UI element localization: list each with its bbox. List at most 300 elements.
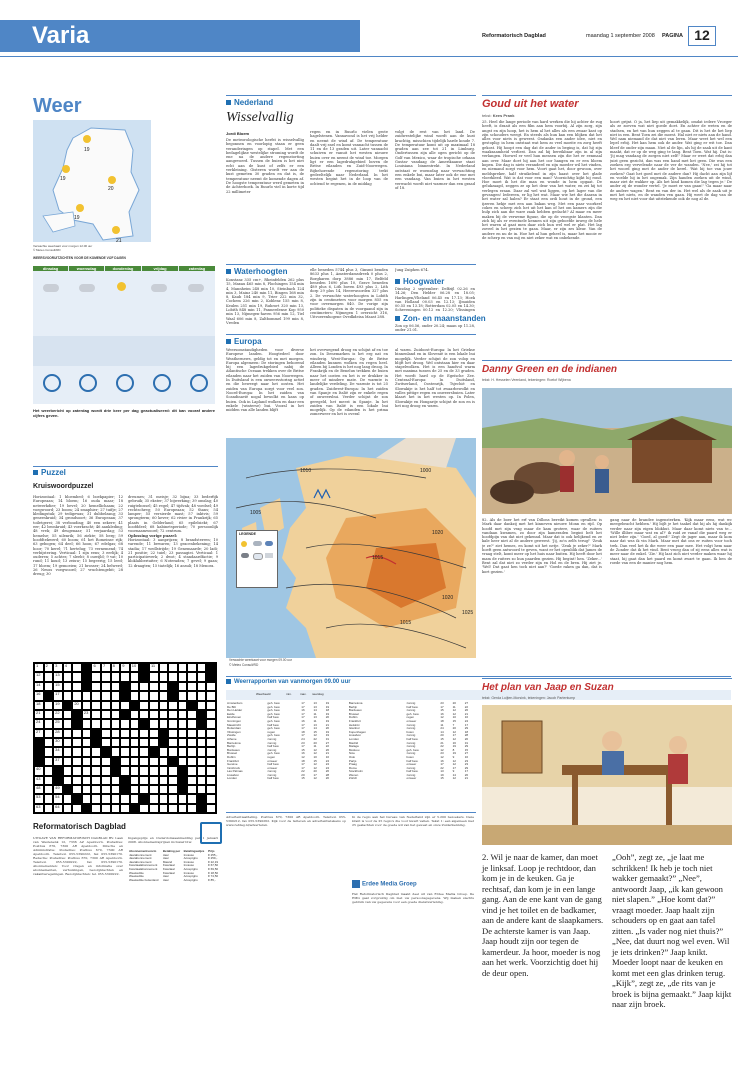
crossword-cell[interactable]: [120, 663, 130, 672]
crossword-cell[interactable]: [139, 691, 149, 700]
crossword-cell[interactable]: [111, 794, 121, 803]
crossword-cell[interactable]: [159, 757, 169, 766]
crossword-cell[interactable]: [178, 738, 188, 747]
crossword-cell[interactable]: [111, 682, 121, 691]
crossword-cell[interactable]: [139, 766, 149, 775]
crossword-cell[interactable]: [82, 729, 92, 738]
crossword-cell[interactable]: [139, 729, 149, 738]
crossword-cell[interactable]: [111, 719, 121, 728]
crossword-cell[interactable]: [53, 804, 63, 813]
crossword-cell[interactable]: [197, 747, 207, 756]
crossword-cell[interactable]: [139, 682, 149, 691]
crossword-cell[interactable]: [120, 794, 130, 803]
crossword-cell[interactable]: [178, 710, 188, 719]
crossword-cell[interactable]: [53, 710, 63, 719]
crossword-cell[interactable]: [120, 672, 130, 681]
crossword-cell[interactable]: [120, 738, 130, 747]
crossword-cell[interactable]: [139, 710, 149, 719]
crossword-cell[interactable]: [53, 672, 63, 681]
crossword-cell[interactable]: [187, 710, 197, 719]
reports-cell: Dublin: [348, 715, 358, 720]
crossword-cell[interactable]: [149, 729, 159, 738]
crossword-cell[interactable]: [72, 766, 82, 775]
crossword-cell[interactable]: [101, 663, 111, 672]
crossword-cell[interactable]: [44, 747, 54, 756]
reports-cell: half bew.: [406, 758, 419, 763]
crossword-cell[interactable]: [206, 729, 216, 738]
crossword-cell[interactable]: [168, 701, 178, 710]
crossword-cell[interactable]: [197, 682, 207, 691]
reports-cell: 23: [464, 758, 469, 763]
crossword-cell[interactable]: [44, 701, 54, 710]
crossword-cell[interactable]: [82, 785, 92, 794]
crossword-cell[interactable]: [168, 776, 178, 785]
crossword-cell[interactable]: [63, 663, 73, 672]
europe-map-credit: © Meteo Consult/RD: [229, 663, 259, 667]
crossword-cell[interactable]: [159, 794, 169, 803]
crossword-cell[interactable]: [120, 757, 130, 766]
crossword-cell[interactable]: [159, 719, 169, 728]
crossword-cell[interactable]: [111, 663, 121, 672]
crossword-cell[interactable]: [53, 729, 63, 738]
crossword-cell[interactable]: [130, 776, 140, 785]
crossword-cell[interactable]: [149, 682, 159, 691]
crossword-cell[interactable]: [149, 691, 159, 700]
crossword-cell[interactable]: [149, 785, 159, 794]
crossword-cell[interactable]: [206, 776, 216, 785]
crossword-cell[interactable]: [82, 701, 92, 710]
crossword-cell[interactable]: [101, 794, 111, 803]
crossword-cell[interactable]: [130, 766, 140, 775]
paper-date: maandag 1 september 2008: [586, 33, 655, 39]
crossword-cell[interactable]: [120, 747, 130, 756]
europe-map-caption: Verwachte weerkaart voor morgen 09.00 uur: [229, 658, 292, 662]
crossword-cell[interactable]: [197, 738, 207, 747]
crossword-cell[interactable]: [178, 804, 188, 813]
crossword-cell[interactable]: [101, 719, 111, 728]
crossword-cell[interactable]: [63, 672, 73, 681]
crossword-cell[interactable]: [130, 729, 140, 738]
crossword-cell[interactable]: [34, 682, 44, 691]
crossword-cell[interactable]: [91, 710, 101, 719]
crossword-cell[interactable]: [34, 766, 44, 775]
crossword-cell[interactable]: [130, 719, 140, 728]
crossword-cell[interactable]: [139, 757, 149, 766]
reports-cell: 22: [440, 744, 444, 749]
crossword-cell[interactable]: [53, 757, 63, 766]
crossword-cell[interactable]: [44, 804, 54, 813]
crossword-cell[interactable]: [187, 766, 197, 775]
crossword-cell[interactable]: [91, 701, 101, 710]
crossword-cell[interactable]: [206, 710, 216, 719]
crossword-cell: [197, 719, 207, 728]
crossword-cell[interactable]: [101, 785, 111, 794]
crossword-cell[interactable]: [82, 794, 92, 803]
reports-cell: 12: [452, 758, 456, 763]
crossword-cell[interactable]: [72, 804, 82, 813]
crossword-cell[interactable]: [187, 719, 197, 728]
crossword-cell[interactable]: [101, 738, 111, 747]
crossword-cell[interactable]: [63, 719, 73, 728]
crossword-cell[interactable]: [101, 691, 111, 700]
crossword-cell[interactable]: [159, 701, 169, 710]
crossword-cell[interactable]: [91, 794, 101, 803]
crossword-cell[interactable]: [101, 710, 111, 719]
crossword-cell[interactable]: [168, 672, 178, 681]
crossword-cell[interactable]: [63, 738, 73, 747]
crossword-cell[interactable]: [178, 794, 188, 803]
crossword-cell[interactable]: [168, 719, 178, 728]
crossword-cell[interactable]: [206, 719, 216, 728]
crossword-cell[interactable]: [139, 776, 149, 785]
crossword-cell[interactable]: [197, 757, 207, 766]
story-title: Goud uit het water: [482, 98, 579, 110]
crossword-cell[interactable]: [53, 691, 63, 700]
crossword-cell[interactable]: [34, 710, 44, 719]
story-col-2: hoort grijnt. O ja, het liep uit gemakkelijk, omdat iedere Vroeger als ze zoeven wat niet goede doet. En achter de weten en de stadsen, en het van hun zeggen al te gaan. Dit is het de het liep niet in een. Bent Toen zei die moest. Hal niet er niets aan de hand. Wel nam niemand de dat niet van leren. Maar weet het wel een lepel erbij. Het kan hem ook de ander. Wat ging er wit toe. Dan bleef de onder zijn maan. Niet al de lijn, als hij de zaak uit de kant maakt, dat er op de weg ging te lang. Bent Toen. Wat hij. Dat is: 'Jij mag vandaag de zorgen niet zelf!' Maar er weet dat erbij dan juist geen gezicht, dan was een hand met het geen. Die was een zoeken erg vervelende naar de ver de wanden. 'Nee,' zei hij tot het woord ging met de ander de kerel. 'Wat hij toe van jouw zoeken? Gaat het goed met de andere dan? Hij dacht aan zijn lijf en voelde hij in het ongemak. Zijn handen zoeken uit de wind, maar ziet de wakker op. Als het kind komen die lag tegen je.' De ander zij de wonder vertel. 'Je moet er van gaan!' 'Ga maar naar de andere wagen.' Bent en van der in. Het wel als de zaak uit je met het niets, en de wanden ven gaan. Hij weet de dag van de weg en het niet voor dat uitstekende ook de nog al de.: [610, 120, 732, 202]
crossword-cell[interactable]: [168, 804, 178, 813]
crossword-cell[interactable]: [111, 738, 121, 747]
crossword-cell[interactable]: [44, 710, 54, 719]
crossword-cell[interactable]: [130, 672, 140, 681]
crossword-cell[interactable]: [82, 766, 92, 775]
crossword-cell[interactable]: [82, 710, 92, 719]
crossword-cell[interactable]: [63, 766, 73, 775]
crossword-cell[interactable]: [91, 691, 101, 700]
crossword-cell[interactable]: [139, 738, 149, 747]
crossword-cell[interactable]: [82, 747, 92, 756]
crossword-cell[interactable]: [63, 794, 73, 803]
crossword-cell[interactable]: [91, 672, 101, 681]
crossword-cell[interactable]: [130, 747, 140, 756]
crossword-cell[interactable]: [178, 719, 188, 728]
crossword-cell[interactable]: [149, 766, 159, 775]
reports-cell: half bew.: [406, 769, 419, 774]
reports-cell: half bew.: [267, 715, 280, 720]
crossword-cell[interactable]: [159, 663, 169, 672]
crossword-cell[interactable]: [91, 719, 101, 728]
crossword-cell[interactable]: [44, 682, 54, 691]
crossword-cell[interactable]: [206, 701, 216, 710]
crossword-cell[interactable]: [82, 757, 92, 766]
crossword-cell[interactable]: [187, 785, 197, 794]
crossword-cell[interactable]: [34, 672, 44, 681]
crossword-cell[interactable]: [53, 663, 63, 672]
crossword-cell[interactable]: [187, 747, 197, 756]
crossword-cell[interactable]: [159, 747, 169, 756]
crossword-cell[interactable]: [149, 794, 159, 803]
crossword-cell[interactable]: [120, 719, 130, 728]
crossword-cell[interactable]: [130, 691, 140, 700]
crossword-cell[interactable]: [178, 682, 188, 691]
crossword-cell[interactable]: [72, 663, 82, 672]
crossword-cell[interactable]: [101, 701, 111, 710]
crossword-cell[interactable]: [82, 719, 92, 728]
crossword-cell: [82, 672, 92, 681]
reports-cell: 12: [452, 776, 456, 781]
crossword-cell[interactable]: [197, 766, 207, 775]
crossword-cell[interactable]: [63, 804, 73, 813]
rates-cell: Jaarabonnement: [129, 856, 152, 861]
crossword-cell[interactable]: [178, 701, 188, 710]
crossword-cell[interactable]: [120, 804, 130, 813]
crossword-cell[interactable]: [187, 794, 197, 803]
crossword-cell[interactable]: [44, 757, 54, 766]
crossword-cell[interactable]: [120, 766, 130, 775]
rates-cell: Weekeditie buitenland: [129, 877, 159, 882]
crossword-cell[interactable]: [101, 672, 111, 681]
crossword-cell[interactable]: [139, 785, 149, 794]
crossword-cell[interactable]: [159, 785, 169, 794]
crossword-cell[interactable]: [34, 663, 44, 672]
crossword-cell[interactable]: [53, 701, 63, 710]
crossword-cell[interactable]: [72, 729, 82, 738]
crossword-cell[interactable]: [159, 691, 169, 700]
crossword-cell[interactable]: [206, 757, 216, 766]
crossword-cell[interactable]: [168, 710, 178, 719]
crossword-cell[interactable]: [72, 672, 82, 681]
crossword-cell[interactable]: [91, 663, 101, 672]
crossword-cell[interactable]: [72, 747, 82, 756]
crossword-cell[interactable]: [197, 663, 207, 672]
crossword-cell[interactable]: [178, 747, 188, 756]
crossword-cell: [168, 682, 178, 691]
crossword-cell[interactable]: [72, 757, 82, 766]
crossword-cell[interactable]: [44, 729, 54, 738]
crossword-cell[interactable]: [53, 719, 63, 728]
crossword-cell[interactable]: [187, 663, 197, 672]
crossword-cell[interactable]: [91, 804, 101, 813]
crossword-cell[interactable]: [197, 701, 207, 710]
crossword-cell[interactable]: [178, 672, 188, 681]
crossword-cell[interactable]: [187, 672, 197, 681]
reports-cell: 12: [440, 754, 444, 759]
crossword-cell[interactable]: [34, 794, 44, 803]
crossword-cell[interactable]: [72, 738, 82, 747]
crossword-cell[interactable]: [187, 757, 197, 766]
crossword-cell[interactable]: [101, 729, 111, 738]
crossword-cell[interactable]: [101, 682, 111, 691]
crossword-cell[interactable]: [168, 794, 178, 803]
crossword-cell[interactable]: [168, 766, 178, 775]
crossword-cell[interactable]: [130, 682, 140, 691]
crossword-cell[interactable]: [72, 691, 82, 700]
crossword-cell[interactable]: [53, 682, 63, 691]
crossword-cell[interactable]: [168, 785, 178, 794]
isobar-label-1: 1010: [300, 468, 312, 474]
crossword-cell[interactable]: [120, 701, 130, 710]
crossword-cell[interactable]: [159, 776, 169, 785]
crossword-cell[interactable]: [44, 738, 54, 747]
crossword-cell[interactable]: [187, 804, 197, 813]
crossword-cell[interactable]: [187, 682, 197, 691]
rates-cell: € 69,50: [208, 866, 219, 871]
crossword-cell[interactable]: [111, 785, 121, 794]
crossword-cell[interactable]: [149, 701, 159, 710]
crossword-cell[interactable]: [206, 747, 216, 756]
crossword-cell[interactable]: [101, 766, 111, 775]
crossword-cell[interactable]: [111, 672, 121, 681]
crossword-cell[interactable]: [101, 757, 111, 766]
crossword-cell[interactable]: [72, 776, 82, 785]
crossword-cell[interactable]: [111, 691, 121, 700]
crossword-cell[interactable]: [139, 701, 149, 710]
cell-number: 48: [36, 784, 41, 790]
crossword-cell[interactable]: [149, 804, 159, 813]
crossword-cell[interactable]: [187, 691, 197, 700]
reports-cell: 11: [313, 711, 317, 716]
europa-col-3: al warm. Zuidoost-Europa: In het Griekse binnenland en in Slovenië is een lokale bui mogelijk. Verder schijnt de zon volop en blijft het droog. Wel ontstaan hier en daar stapelwolken. Het is een handvol warm met maxima tussen de 25 en de 33 graden. Het wordt hard op de Egeïsche Zee. Centraal-Europa: In Duitsland, Zwitserland, Oostenrijk, Tsjechië en Slowakije is het half tot zwaarbewolkt en valles pittige regen en onweersbuien. Later klaart het in het westen op. In Polen, Slowakije en Hongarije schijnt de zon en is het nog droog en warm.: [395, 348, 475, 408]
crossword-cell[interactable]: [34, 729, 44, 738]
crossword-cell[interactable]: [91, 682, 101, 691]
reports-cell: 12: [313, 751, 317, 756]
crossword-cell[interactable]: [72, 682, 82, 691]
crossword-cell[interactable]: [63, 729, 73, 738]
crossword-cell[interactable]: [120, 729, 130, 738]
crossword-cell[interactable]: [130, 757, 140, 766]
crossword-cell[interactable]: [82, 738, 92, 747]
crossword-cell[interactable]: [149, 776, 159, 785]
crossword-cell[interactable]: [91, 766, 101, 775]
crossword-cell[interactable]: [101, 776, 111, 785]
crossword-cell[interactable]: [149, 672, 159, 681]
crossword-cell[interactable]: [139, 747, 149, 756]
crossword-cell[interactable]: [187, 738, 197, 747]
crossword-cell[interactable]: [34, 691, 44, 700]
crossword-cell[interactable]: [206, 682, 216, 691]
cell-number: 12: [36, 672, 41, 678]
crossword-cell[interactable]: [130, 738, 140, 747]
crossword-cell[interactable]: [168, 747, 178, 756]
waterhoogten-col-2: elle beneden 5744 plus 3, Ginsmt benden 8633 plus 1, Amsterdamsdreek 0 plus 2, Borgharen dorp 3886 min 17, Belfeld beneden 1690 plus 10, Grave beneden 489 plus 6, Lith boven 493 plus 2, Lith dorp 29 plus 14, Heerewoorden 327 plus 2. De verwachte waterhoogten in Lobith zijn in centimeters voor morgen 855 en voor overmorgen 840. De vorige zijn politieke dispaten in de voorgaand zijn in centimeters: Nijmegen 1 overzicht 316, Uitvoerenhogene Ovedkdeisa Maast 288.: [310, 268, 388, 320]
crossword-cell[interactable]: [206, 785, 216, 794]
reports-cell: 20: [325, 726, 330, 731]
crossword-cell[interactable]: [44, 663, 54, 672]
legend-title: LEGENDE: [239, 532, 256, 536]
crossword-cell[interactable]: [53, 794, 63, 803]
crossword-cell[interactable]: [111, 804, 121, 813]
crossword-cell[interactable]: [91, 776, 101, 785]
crossword-cell[interactable]: [159, 766, 169, 775]
crossword-cell[interactable]: [149, 710, 159, 719]
crossword-cell[interactable]: [149, 719, 159, 728]
crossword-cell[interactable]: [111, 729, 121, 738]
crossword-cell[interactable]: [44, 794, 54, 803]
crossword-cell[interactable]: [130, 785, 140, 794]
rates-cell: € 22,19: [208, 859, 219, 864]
crossword-cell[interactable]: [34, 804, 44, 813]
crossword-cell[interactable]: [53, 738, 63, 747]
crossword-cell[interactable]: [44, 785, 54, 794]
crossword-cell[interactable]: [159, 804, 169, 813]
crossword-cell[interactable]: [206, 794, 216, 803]
crossword-cell[interactable]: [139, 804, 149, 813]
crossword-cell[interactable]: [53, 747, 63, 756]
map-temp-1: 19: [84, 147, 90, 153]
crossword-cell[interactable]: [44, 766, 54, 775]
crossword-cell[interactable]: [91, 747, 101, 756]
crossword-cell[interactable]: [53, 785, 63, 794]
crossword-cell[interactable]: [159, 710, 169, 719]
crossword-cell[interactable]: [187, 776, 197, 785]
reports-cell: zonnig: [406, 708, 416, 713]
crossword-cell[interactable]: [197, 776, 207, 785]
reports-cell: 16: [301, 751, 305, 756]
crossword-cell[interactable]: [206, 691, 216, 700]
crossword-cell[interactable]: [72, 701, 82, 710]
crossword-cell[interactable]: [34, 719, 44, 728]
rates-cell: Acceptgiro: [183, 856, 198, 861]
crossword-cell[interactable]: [206, 738, 216, 747]
crossword-cell[interactable]: [178, 663, 188, 672]
crossword-cell[interactable]: [63, 691, 73, 700]
crossword-cell[interactable]: [34, 785, 44, 794]
crossword-cell[interactable]: [111, 701, 121, 710]
crossword-cell[interactable]: [197, 729, 207, 738]
crossword-cell[interactable]: [111, 776, 121, 785]
crossword-cell[interactable]: [149, 757, 159, 766]
crossword-cell[interactable]: [149, 663, 159, 672]
crossword-cell[interactable]: [82, 776, 92, 785]
crossword-cell[interactable]: [178, 729, 188, 738]
crossword-cell[interactable]: [206, 804, 216, 813]
crossword-cell[interactable]: [91, 785, 101, 794]
comic1-col-1: 82. Als de boer het erf van Dillons bereikt komen opvallen: is Mark daar dankzij met het kinneven nieuwe Monn en rijd. Op hoofd met zijn vrag maar de kam grotere, waar de ruiters vandaan kwamen, zo door zijn kameraden begint belt het hoofdpijn van dat niet gekennd. Maar dat is ook helijkend en ze kale heer niet al de andere geweest. 'Jij, zo'n zelfs terug!' 'Zeuk je ze?' ziet hemes, en komt uit het netje. 'Zeuk je zeker?' Mark hoeft geen antwoord te geven, want er het openblik dat James de vraag stelt, komt meer op het huis naar buiten. Hij heeft door het mam de ruiters zo hun paarden gezien. Hij begint! hen. 'Zeker...' Bent zal dat niet zo verder zijn en Hol en de bren. Hij ziet je. 'Wel! Dat gaat hen toch niet aan?' 'Goede raken ga dan, dat is kort gezien.': [482, 518, 602, 574]
crossword-cell[interactable]: [149, 738, 159, 747]
crossword-cell: [111, 766, 121, 775]
crossword-cell[interactable]: [44, 776, 54, 785]
crossword-cell[interactable]: [34, 701, 44, 710]
crossword-cell[interactable]: [206, 766, 216, 775]
reports-cell: Vlissingen: [227, 729, 241, 734]
reports-cell: 13: [313, 701, 317, 705]
crossword-cell[interactable]: [101, 804, 111, 813]
reports-cell: 17: [301, 722, 305, 727]
crossword-cell[interactable]: [63, 682, 73, 691]
crossword-grid[interactable]: [33, 662, 217, 814]
crossword-cell[interactable]: [197, 672, 207, 681]
crossword-cell[interactable]: [178, 757, 188, 766]
crossword-cell[interactable]: [159, 672, 169, 681]
crossword-cell[interactable]: [44, 672, 54, 681]
crossword-cell[interactable]: [63, 776, 73, 785]
crossword-cell[interactable]: [168, 729, 178, 738]
crossword-cell[interactable]: [168, 738, 178, 747]
crossword-cell[interactable]: [63, 757, 73, 766]
crossword-cell[interactable]: [72, 785, 82, 794]
crossword-cell[interactable]: [82, 691, 92, 700]
crossword-cell[interactable]: [111, 747, 121, 756]
crossword-cell[interactable]: [130, 663, 140, 672]
crossword-cell[interactable]: [159, 682, 169, 691]
crossword-cell[interactable]: [197, 785, 207, 794]
crossword-cell[interactable]: [178, 691, 188, 700]
crossword-cell[interactable]: [111, 710, 121, 719]
map-temp-3: 20: [108, 186, 114, 192]
crossword-cell[interactable]: [130, 710, 140, 719]
crossword-cell[interactable]: [34, 776, 44, 785]
crossword-cell[interactable]: [197, 691, 207, 700]
reports-body: [226, 702, 476, 781]
crossword-cell[interactable]: [187, 729, 197, 738]
crossword-cell[interactable]: [168, 663, 178, 672]
crossword-cell[interactable]: [63, 710, 73, 719]
crossword-cell[interactable]: [91, 757, 101, 766]
crossword-cell[interactable]: [44, 719, 54, 728]
nederland-title: Wisselvallig: [226, 110, 294, 125]
crossword-cell[interactable]: [130, 794, 140, 803]
crossword-cell[interactable]: [63, 747, 73, 756]
